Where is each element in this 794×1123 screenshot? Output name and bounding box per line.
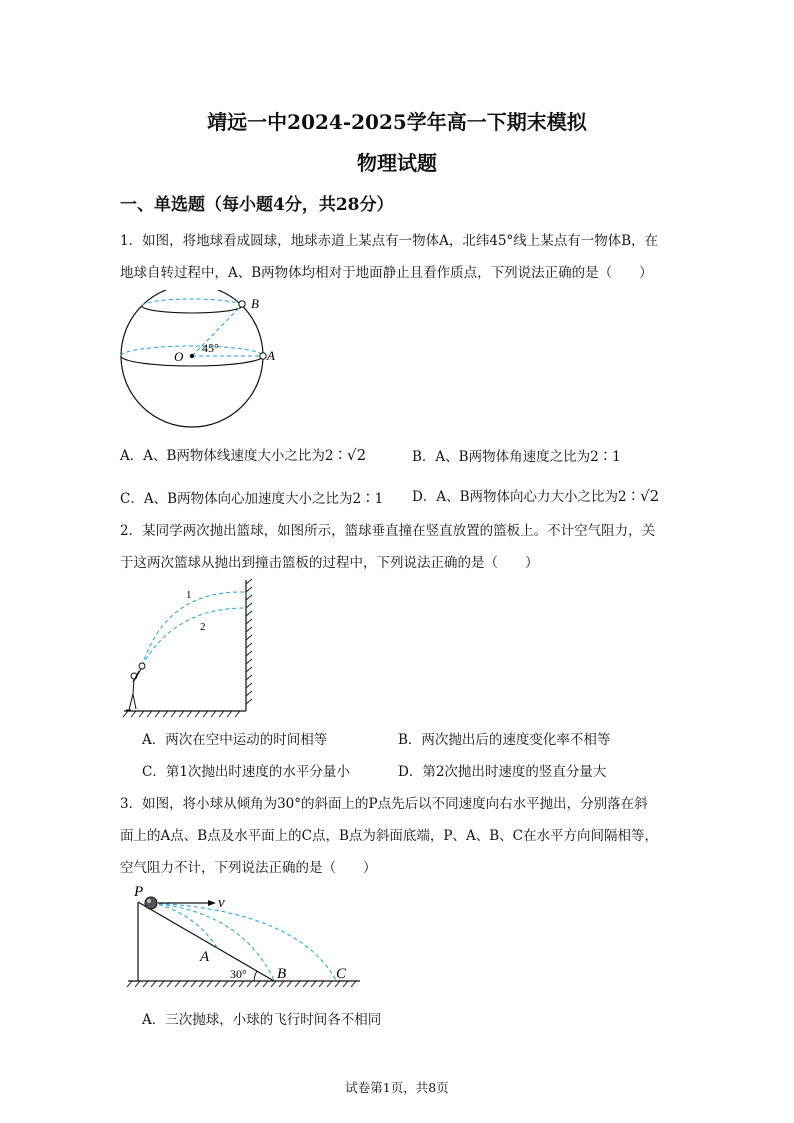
q1-text-line2: 地球自转过程中，A、B两物体均相对于地面静止且看作质点，下列说法正确的是（ ） xyxy=(120,265,653,281)
q1-option-d-text: D．A、B两物体向心力大小之比为 xyxy=(412,489,618,505)
latitude-ellipse-back xyxy=(142,299,242,306)
q1-option-d-sqrt: √2 xyxy=(640,487,660,505)
label-c: C xyxy=(336,966,347,982)
latitude-ellipse-front xyxy=(142,306,242,313)
label-p: P xyxy=(134,884,144,900)
center-point-o xyxy=(190,354,194,358)
q1-option-a-text: A．A、B两物体线速度大小之比为 xyxy=(120,448,325,464)
q2-text-line2: 于这两次篮球从抛出到撞击篮板的过程中，下列说法正确的是（ ） xyxy=(120,555,539,571)
ball-icon xyxy=(145,897,157,909)
q2-text-line1: 2．某同学两次抛出篮球，如图所示，篮球垂直撞在竖直放置的篮板上。不计空气阻力，关 xyxy=(120,523,656,539)
q2-option-c[interactable]: C．第1次抛出时速度的水平分量小 xyxy=(142,764,350,780)
trajectory-1 xyxy=(142,592,245,666)
q1-text-line1: 1．如图，将地球看成圆球，地球赤道上某点有一物体A，北纬45°线上某点有一物体B，在 xyxy=(120,233,659,249)
q2-option-a[interactable]: A．两次在空中运动的时间相等 xyxy=(142,732,328,748)
q1-option-c[interactable]: C．A、B两物体向心加速度大小之比为2∶1 xyxy=(120,491,384,507)
label-trajectory-2: 2 xyxy=(200,621,206,633)
label-a: A xyxy=(267,348,275,363)
section-heading: 一、单选题（每小题4分，共28分） xyxy=(120,195,394,215)
label-trajectory-1: 1 xyxy=(186,589,192,601)
q1-option-d[interactable] xyxy=(412,485,659,505)
point-a xyxy=(260,353,266,359)
incline-slope xyxy=(138,902,274,981)
q1-option-b[interactable]: B．A、B两物体角速度之比为2∶1 xyxy=(412,449,621,465)
label-b: B xyxy=(277,966,287,982)
q3-incline-figure xyxy=(124,882,364,992)
page-subtitle: 物理试题 xyxy=(357,151,437,175)
label-b: B xyxy=(251,296,259,311)
q3-text-line1: 3．如图，将小球从倾角为30°的斜面上的P点先后以不同速度向右水平抛出，分别落在斜 xyxy=(120,796,648,812)
q1-option-a[interactable] xyxy=(120,444,366,464)
q3-option-a[interactable]: A．三次抛球，小球的飞行时间各不相同 xyxy=(142,1012,382,1028)
wall-hatch xyxy=(246,579,252,704)
label-v: v xyxy=(218,895,225,911)
point-b xyxy=(239,301,245,307)
q1-option-a-ratio: 2∶ xyxy=(324,448,348,464)
ground-hatch xyxy=(123,711,240,717)
q1-option-d-ratio: 2∶ xyxy=(618,489,641,505)
angle-arc xyxy=(254,971,257,981)
q3-text-line3: 空气阻力不计，下列说法正确的是（ ） xyxy=(120,860,377,876)
q2-basketball-figure xyxy=(118,576,263,718)
label-o: O xyxy=(174,349,184,364)
trajectory-2 xyxy=(142,608,245,666)
q1-option-a-sqrt: √2 xyxy=(347,446,367,464)
label-a: A xyxy=(200,949,210,965)
velocity-arrowhead xyxy=(208,900,216,906)
player-icon xyxy=(126,663,145,710)
ground-hatch xyxy=(127,981,356,987)
ball-highlight xyxy=(147,899,151,903)
q3-text-line2: 面上的A点、B点及水平面上的C点，B点为斜面底端，P、A、B、C在水平方向间隔相等， xyxy=(120,828,659,844)
page-title: 靖远一中2024-2025学年高一下期末模拟 xyxy=(207,110,587,134)
angle-45-label: 45° xyxy=(202,341,219,355)
earth-circle xyxy=(121,290,263,427)
q2-option-d[interactable]: D．第2次抛出时速度的竖直分量大 xyxy=(398,764,607,780)
angle-30-label: 30° xyxy=(230,967,247,981)
q1-earth-figure xyxy=(118,290,278,430)
page-footer: 试卷第1页，共8页 xyxy=(345,1080,449,1095)
q2-option-b[interactable]: B．两次抛出后的速度变化率不相等 xyxy=(398,732,611,748)
